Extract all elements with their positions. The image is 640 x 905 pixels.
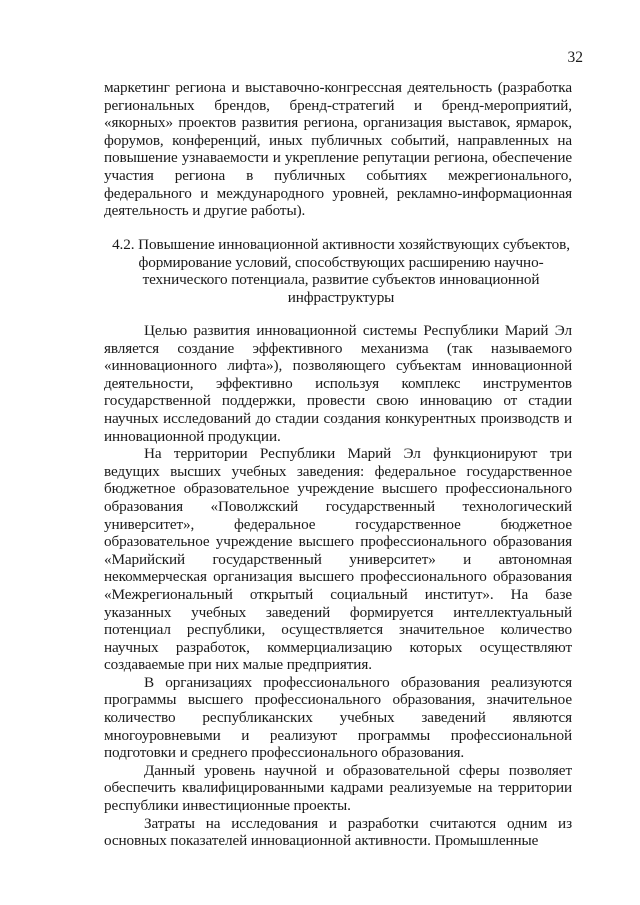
paragraph-expenditure: Затраты на исследования и разработки считаются одним из основных показателей инновационной активности. Промышленные [104, 814, 572, 850]
paragraph-goal: Целью развития инновационной системы Республики Марий Эл является создание эффективного механизма (так называемого «инновационного лифта»), позволяющего субъектам инновационной деятельности, эффективно используя комплекс инструментов государственной поддержки, провести свою инновацию от стадии научных исследований до стадии создания конкурентных производств и инновационной продукции. [104, 322, 572, 445]
section-heading: 4.2. Повышение инновационной активности хозяйствующих субъектов, формирование условий, способствующих расширению научно-технического потенциала, развитие субъектов инновационной инфраструктуры [112, 236, 570, 306]
continuation-text: маркетинг региона и выставочно-конгрессная деятельность (разработка региональных брендов, бренд-стратегий и бренд-мероприятий, «якорных» проектов развития региона, организация выставок, ярмарок, форумов, конференций, иных публичных событий, направленных на повышение узнаваемости и укрепление репутации региона, обеспечение участия региона в публичных событиях межрегионального, федерального и международного уровней, рекламно-информационная деятельность и другие работы). [104, 79, 572, 220]
paragraph-universities: На территории Республики Марий Эл функционируют три ведущих высших учебных заведения: федеральное государственное бюджетное образовательное учреждение высшего профессионального образования «Поволжский государственный технологический университет», федеральное государственное бюджетное образовательное учреждение высшего профессионального образования «Марийский государственный университет» и автономная некоммерческая организация высшего профессионального образования «Межрегиональный открытый социальный институт». На базе указанных учебных заведений формируется интеллектуальный потенциал республики, осуществляется значительное количество научных разработок, коммерциализацию которых осуществляют создаваемые при них малые предприятия. [104, 445, 572, 674]
paragraph-programs: В организациях профессионального образования реализуются программы высшего профессионального образования, значительное количество республиканских учебных заведений являются многоуровневыми и реализуют программы профессиональной подготовки и среднего профессионального образования. [104, 673, 572, 762]
page-number: 32 [567, 49, 583, 66]
paragraph-personnel: Данный уровень научной и образовательной сферы позволяет обеспечить квалифицированными кадрами реализуемые на территории республики инвестиционные проекты. [104, 761, 572, 815]
continuation-paragraph [104, 79, 572, 220]
body-text [104, 322, 572, 850]
